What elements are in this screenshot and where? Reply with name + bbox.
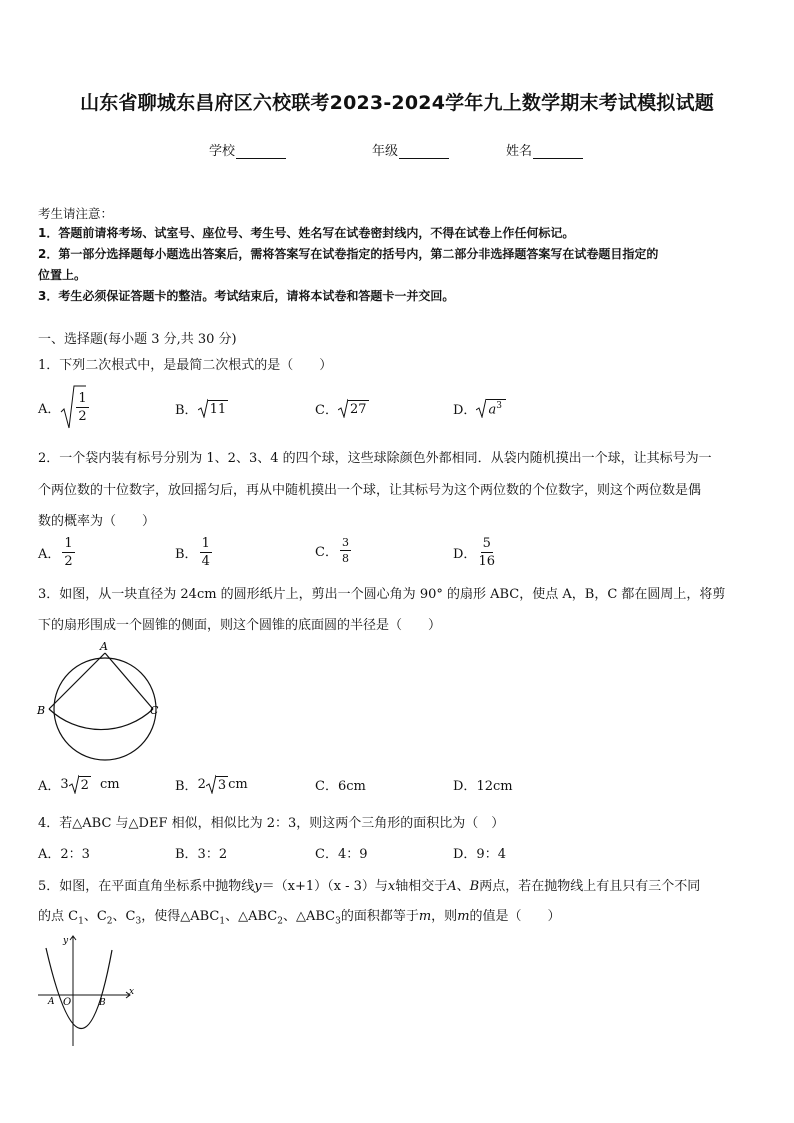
notice-heading: 考生请注意：	[38, 206, 114, 221]
q2-option-c[interactable]	[315, 537, 353, 564]
numerator: 5	[482, 536, 491, 551]
label-c: C	[150, 704, 159, 717]
q3-option-c[interactable]	[315, 775, 366, 794]
q5-text: ＝（x+1）（x - 3）与	[261, 879, 388, 894]
label-y: y	[63, 936, 69, 946]
notice-item-3: 3．考生必须保证答题卡的整洁。考试结束后，请将本试卷和答题卡一并交回。	[38, 289, 455, 303]
q2-a-fraction	[62, 537, 74, 568]
q1-a-fraction	[76, 392, 88, 423]
grade-label: 年级	[372, 144, 399, 159]
radicand: 3	[217, 777, 227, 793]
q5-parabola-figure	[36, 930, 136, 1048]
notice-item-2-cont: 位置上。	[38, 268, 87, 282]
parabola-curve	[46, 948, 112, 1029]
name-label: 姓名	[506, 144, 533, 159]
segment-ab	[49, 653, 105, 709]
radical-icon	[206, 774, 216, 794]
numerator: 1	[64, 536, 73, 551]
option-value: 6cm	[337, 779, 366, 794]
q4-option-d[interactable]: D．9：4	[453, 847, 506, 862]
q3-line-1: 3．如图，从一块直径为 24cm 的圆形纸片上，剪出一个圆心角为 90° 的扇形 ABC，使点 A，B，C 都在圆周上，将剪	[38, 587, 726, 602]
radical-icon	[476, 398, 486, 418]
name-field[interactable]	[506, 140, 583, 159]
option-label: B．	[175, 778, 198, 794]
unit: cm	[99, 776, 120, 792]
q5-text: 轴相交于	[395, 879, 448, 894]
q5-text: 、C	[83, 909, 107, 924]
option-label: A．	[38, 401, 61, 417]
denominator: 16	[478, 554, 495, 569]
q2-option-a[interactable]	[38, 537, 77, 568]
radicand: 2	[80, 777, 89, 793]
outer-circle	[54, 658, 156, 760]
option-value: 12cm	[476, 779, 513, 794]
option-label: C．	[315, 779, 338, 794]
radical-icon	[69, 774, 79, 794]
label-a: A	[48, 997, 55, 1007]
label-o: O	[63, 997, 72, 1008]
arc-bc	[49, 709, 153, 730]
q5-text: 的面积都等于	[340, 909, 419, 924]
segment-ac	[105, 653, 153, 709]
q3-option-d[interactable]	[453, 775, 513, 794]
q2-line-2: 个两位数的十位数字，放回摇匀后，再从中随机摸出一个球，让其标号为这个两位数的个位数字，则这个两位数是偶	[38, 483, 702, 498]
notice-item-1: 1．答题前请将考场、试室号、座位号、考生号、姓名写在试卷密封线内，不得在试卷上作任何标记。	[38, 226, 575, 240]
q1-stem: 1．下列二次根式中，是最简二次根式的是（ ）	[38, 358, 333, 373]
q5-text: 、△ABC	[282, 909, 336, 924]
q1-option-c[interactable]	[315, 398, 369, 418]
q5-line-1	[38, 875, 700, 894]
base: a	[488, 402, 497, 418]
q3-option-b[interactable]	[175, 774, 248, 794]
q5-text: 、△ABC	[225, 909, 278, 924]
option-label: A．	[38, 547, 61, 562]
q5-text: 两点，若在抛物线上有且只有三个不同	[479, 879, 701, 894]
var-m: m	[457, 909, 470, 924]
numerator: 1	[78, 390, 87, 406]
q2-option-d[interactable]	[453, 537, 497, 568]
q4-stem: 4．若△ABC 与△DEF 相似，相似比为 2：3，则这两个三角形的面积比为（ ）	[38, 816, 505, 831]
school-blank[interactable]	[236, 145, 286, 159]
q5-text: 、	[456, 879, 470, 894]
var-m: m	[418, 909, 432, 924]
q2-line-3: 数的概率为（ ）	[38, 514, 156, 529]
subscript: 3	[335, 916, 341, 927]
subscript: 1	[78, 916, 84, 927]
label-x: x	[129, 987, 135, 997]
var-x: x	[387, 879, 396, 894]
label-b: B	[37, 704, 46, 717]
q4-option-b[interactable]: B．3：2	[175, 847, 228, 862]
section-heading: 一、选择题(每小题 3 分,共 30 分)	[38, 332, 237, 347]
q2-d-fraction	[478, 537, 495, 568]
q2-line-1: 2．一个袋内装有标号分别为 1、2、3、4 的四个球，这些球除颜色外都相同．从袋内随机摸出一个球，让其标号为一	[38, 451, 712, 466]
subscript: 2	[277, 916, 283, 927]
notice-item-2: 2．第一部分选择题每小题选出答案后，需将答案写在试卷指定的括号内，第二部分非选择题答案写在试卷题目指定的	[38, 247, 659, 261]
q5-text: ，则	[431, 909, 458, 924]
radical-icon	[198, 398, 208, 418]
option-label: D．	[453, 547, 477, 562]
option-label: C．	[315, 545, 338, 560]
q5-text: 的值是（ ）	[469, 909, 561, 924]
q1-option-b[interactable]	[175, 398, 228, 418]
subscript: 2	[106, 916, 113, 927]
page-title: 山东省聊城东昌府区六校联考2023-2024学年九上数学期末考试模拟试题	[80, 92, 714, 114]
q2-c-fraction	[340, 537, 351, 564]
q2-option-b[interactable]	[175, 537, 214, 568]
name-blank[interactable]	[533, 145, 583, 159]
option-label: A．	[38, 778, 61, 794]
label-a: A	[100, 640, 108, 653]
subscript: 1	[219, 916, 226, 927]
q1-option-a[interactable]	[38, 384, 91, 430]
label-b: B	[99, 998, 106, 1008]
q5-text: 、C	[112, 909, 136, 924]
numerator: 3	[341, 536, 349, 549]
radicand	[486, 399, 506, 417]
option-label: C．	[315, 402, 338, 418]
option-label: D．	[453, 402, 477, 418]
coefficient: 2	[197, 776, 206, 792]
numerator: 1	[201, 536, 210, 551]
option-label: B．	[175, 547, 198, 562]
q4-option-c[interactable]: C．4：9	[315, 847, 368, 862]
q5-text: 5．如图，在平面直角坐标系中抛物线	[38, 879, 255, 894]
denominator: 2	[64, 554, 73, 569]
coefficient: 3	[60, 776, 69, 792]
grade-field[interactable]	[372, 140, 449, 159]
q1-option-d[interactable]	[453, 398, 506, 418]
radicand: 11	[209, 401, 227, 417]
var-y: y	[254, 879, 262, 894]
q2-b-fraction	[200, 537, 212, 568]
grade-blank[interactable]	[399, 145, 449, 159]
q4-option-a[interactable]: A．2：3	[38, 847, 90, 862]
school-field[interactable]	[209, 140, 286, 159]
var-a: A	[447, 879, 457, 894]
school-label: 学校	[209, 144, 236, 159]
var-b: B	[469, 879, 480, 894]
radical-icon	[338, 398, 348, 418]
q5-text: ，使得△ABC	[141, 909, 220, 924]
denominator: 2	[78, 408, 87, 424]
unit: cm	[228, 776, 248, 792]
q5-text: 的点 C	[38, 909, 79, 924]
radicand: 27	[349, 401, 367, 417]
option-label: D．	[453, 779, 477, 794]
q3-line-2: 下的扇形围成一个圆锥的侧面，则这个圆锥的底面圆的半径是（ ）	[38, 618, 442, 633]
denominator: 4	[201, 554, 210, 569]
denominator: 8	[341, 552, 349, 565]
q3-circle-figure	[34, 640, 164, 764]
subscript: 3	[135, 916, 142, 927]
option-label: B．	[175, 402, 198, 418]
exponent: 3	[496, 400, 502, 411]
q5-line-2	[38, 905, 561, 927]
q3-option-a[interactable]	[38, 774, 120, 794]
